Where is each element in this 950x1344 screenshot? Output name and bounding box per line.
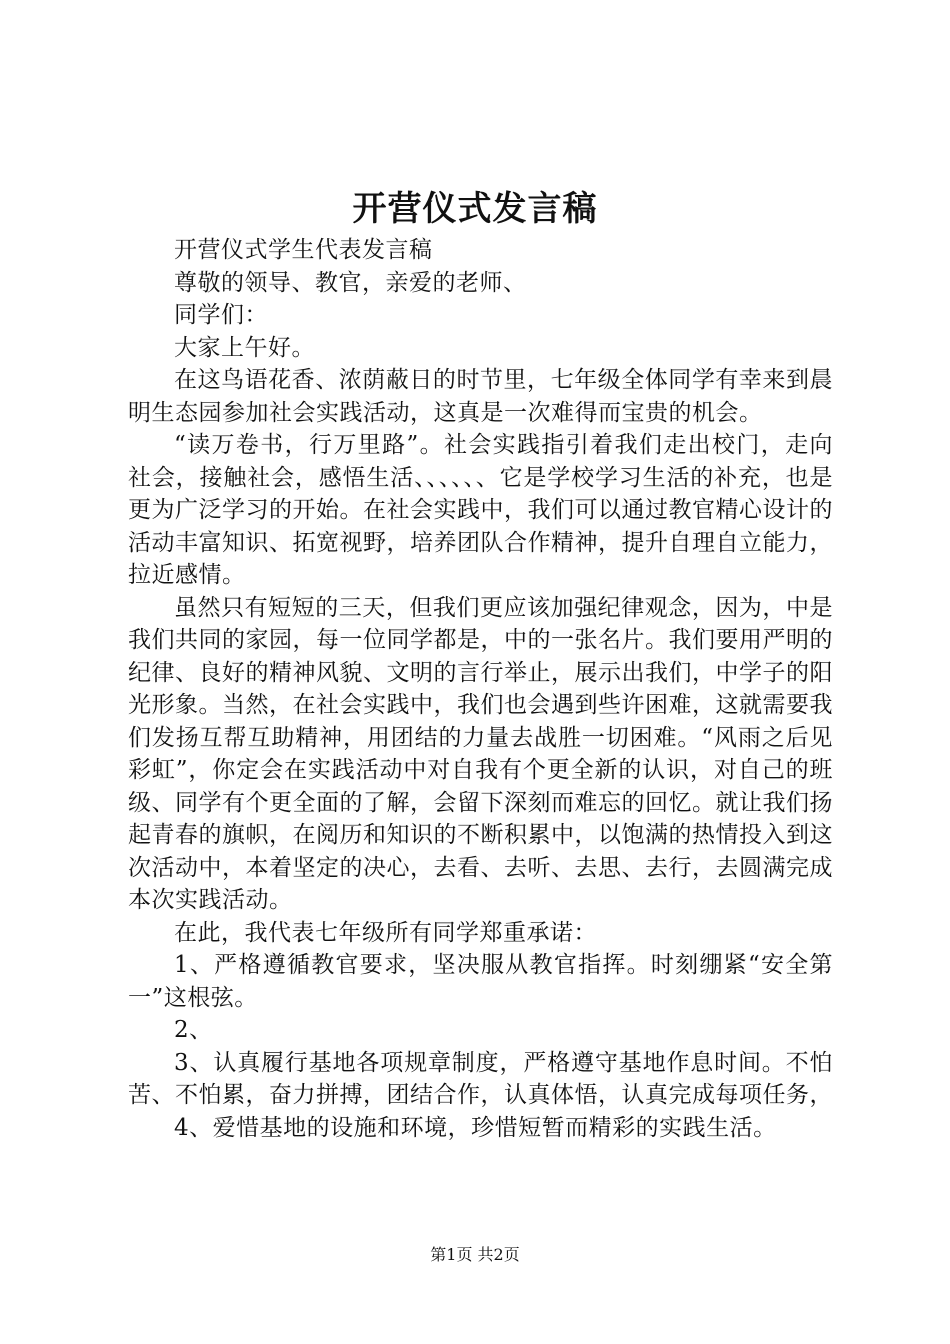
- paragraph: 在这鸟语花香、浓荫蔽日的时节里，七年级全体同学有幸来到晨明生态园参加社会实践活动，这真是一次难得而宝贵的机会。: [128, 367, 833, 426]
- list-item: 3、认真履行基地各项规章制度，严格遵守基地作息时间。不怕苦、不怕累，奋力拼搏，团结合作，认真体悟，认真完成每项任务，: [128, 1049, 833, 1108]
- paragraph-salutation: 尊敬的领导、教官，亲爱的老师、: [174, 269, 527, 296]
- paragraph: 虽然只有短短的三天，但我们更应该加强纪律观念，因为，中是我们共同的家园，每一位同学都是，中的一张名片。我们要用严明的纪律、良好的精神风貌、文明的言行举止，展示出我们，中学子的阳光形象。当然，在社会实践中，我们也会遇到些许困难，这就需要我们发扬互帮互助精神，用团结的力量去战胜一切困难。“风雨之后见彩虹”，你定会在实践活动中对自我有个更全新的认识，对自己的班级、同学有个更全面的了解，会留下深刻而难忘的回忆。就让我们扬起青春的旗帜，在阅历和知识的不断积累中，以饱满的热情投入到这次活动中，本着坚定的决心，去看、去听、去思、去行，去圆满完成本次实践活动。: [128, 594, 833, 913]
- page-footer: 第1页 共2页: [430, 1245, 520, 1264]
- paragraph: 在此，我代表七年级所有同学郑重承诺：: [174, 919, 597, 946]
- list-item: 4、爱惜基地的设施和环境，珍惜短暂而精彩的实践生活。: [174, 1114, 777, 1141]
- list-item: 1、严格遵循教官要求，坚决服从教官指挥。时刻绷紧“安全第一”这根弦。: [128, 952, 833, 1011]
- page-title: 开营仪式发言稿: [352, 189, 598, 229]
- list-item: 2、: [174, 1017, 213, 1043]
- paragraph: “读万卷书，行万里路”。社会实践指引着我们走出校门，走向社会，接触社会，感悟生活、、、、、、它是学校学习生活的补充，也是更为广泛学习的开始。在社会实践中，我们可以通过教官精心设计的活动丰富知识、拓宽视野，培养团队合作精神，提升自理自立能力，拉近感情。: [128, 432, 833, 588]
- paragraph-salutation-cont: 同学们：: [174, 302, 268, 328]
- paragraph-subtitle: 开营仪式学生代表发言稿: [174, 237, 433, 263]
- paragraph-greeting: 大家上午好。: [174, 334, 315, 361]
- document-body: [128, 234, 833, 1144]
